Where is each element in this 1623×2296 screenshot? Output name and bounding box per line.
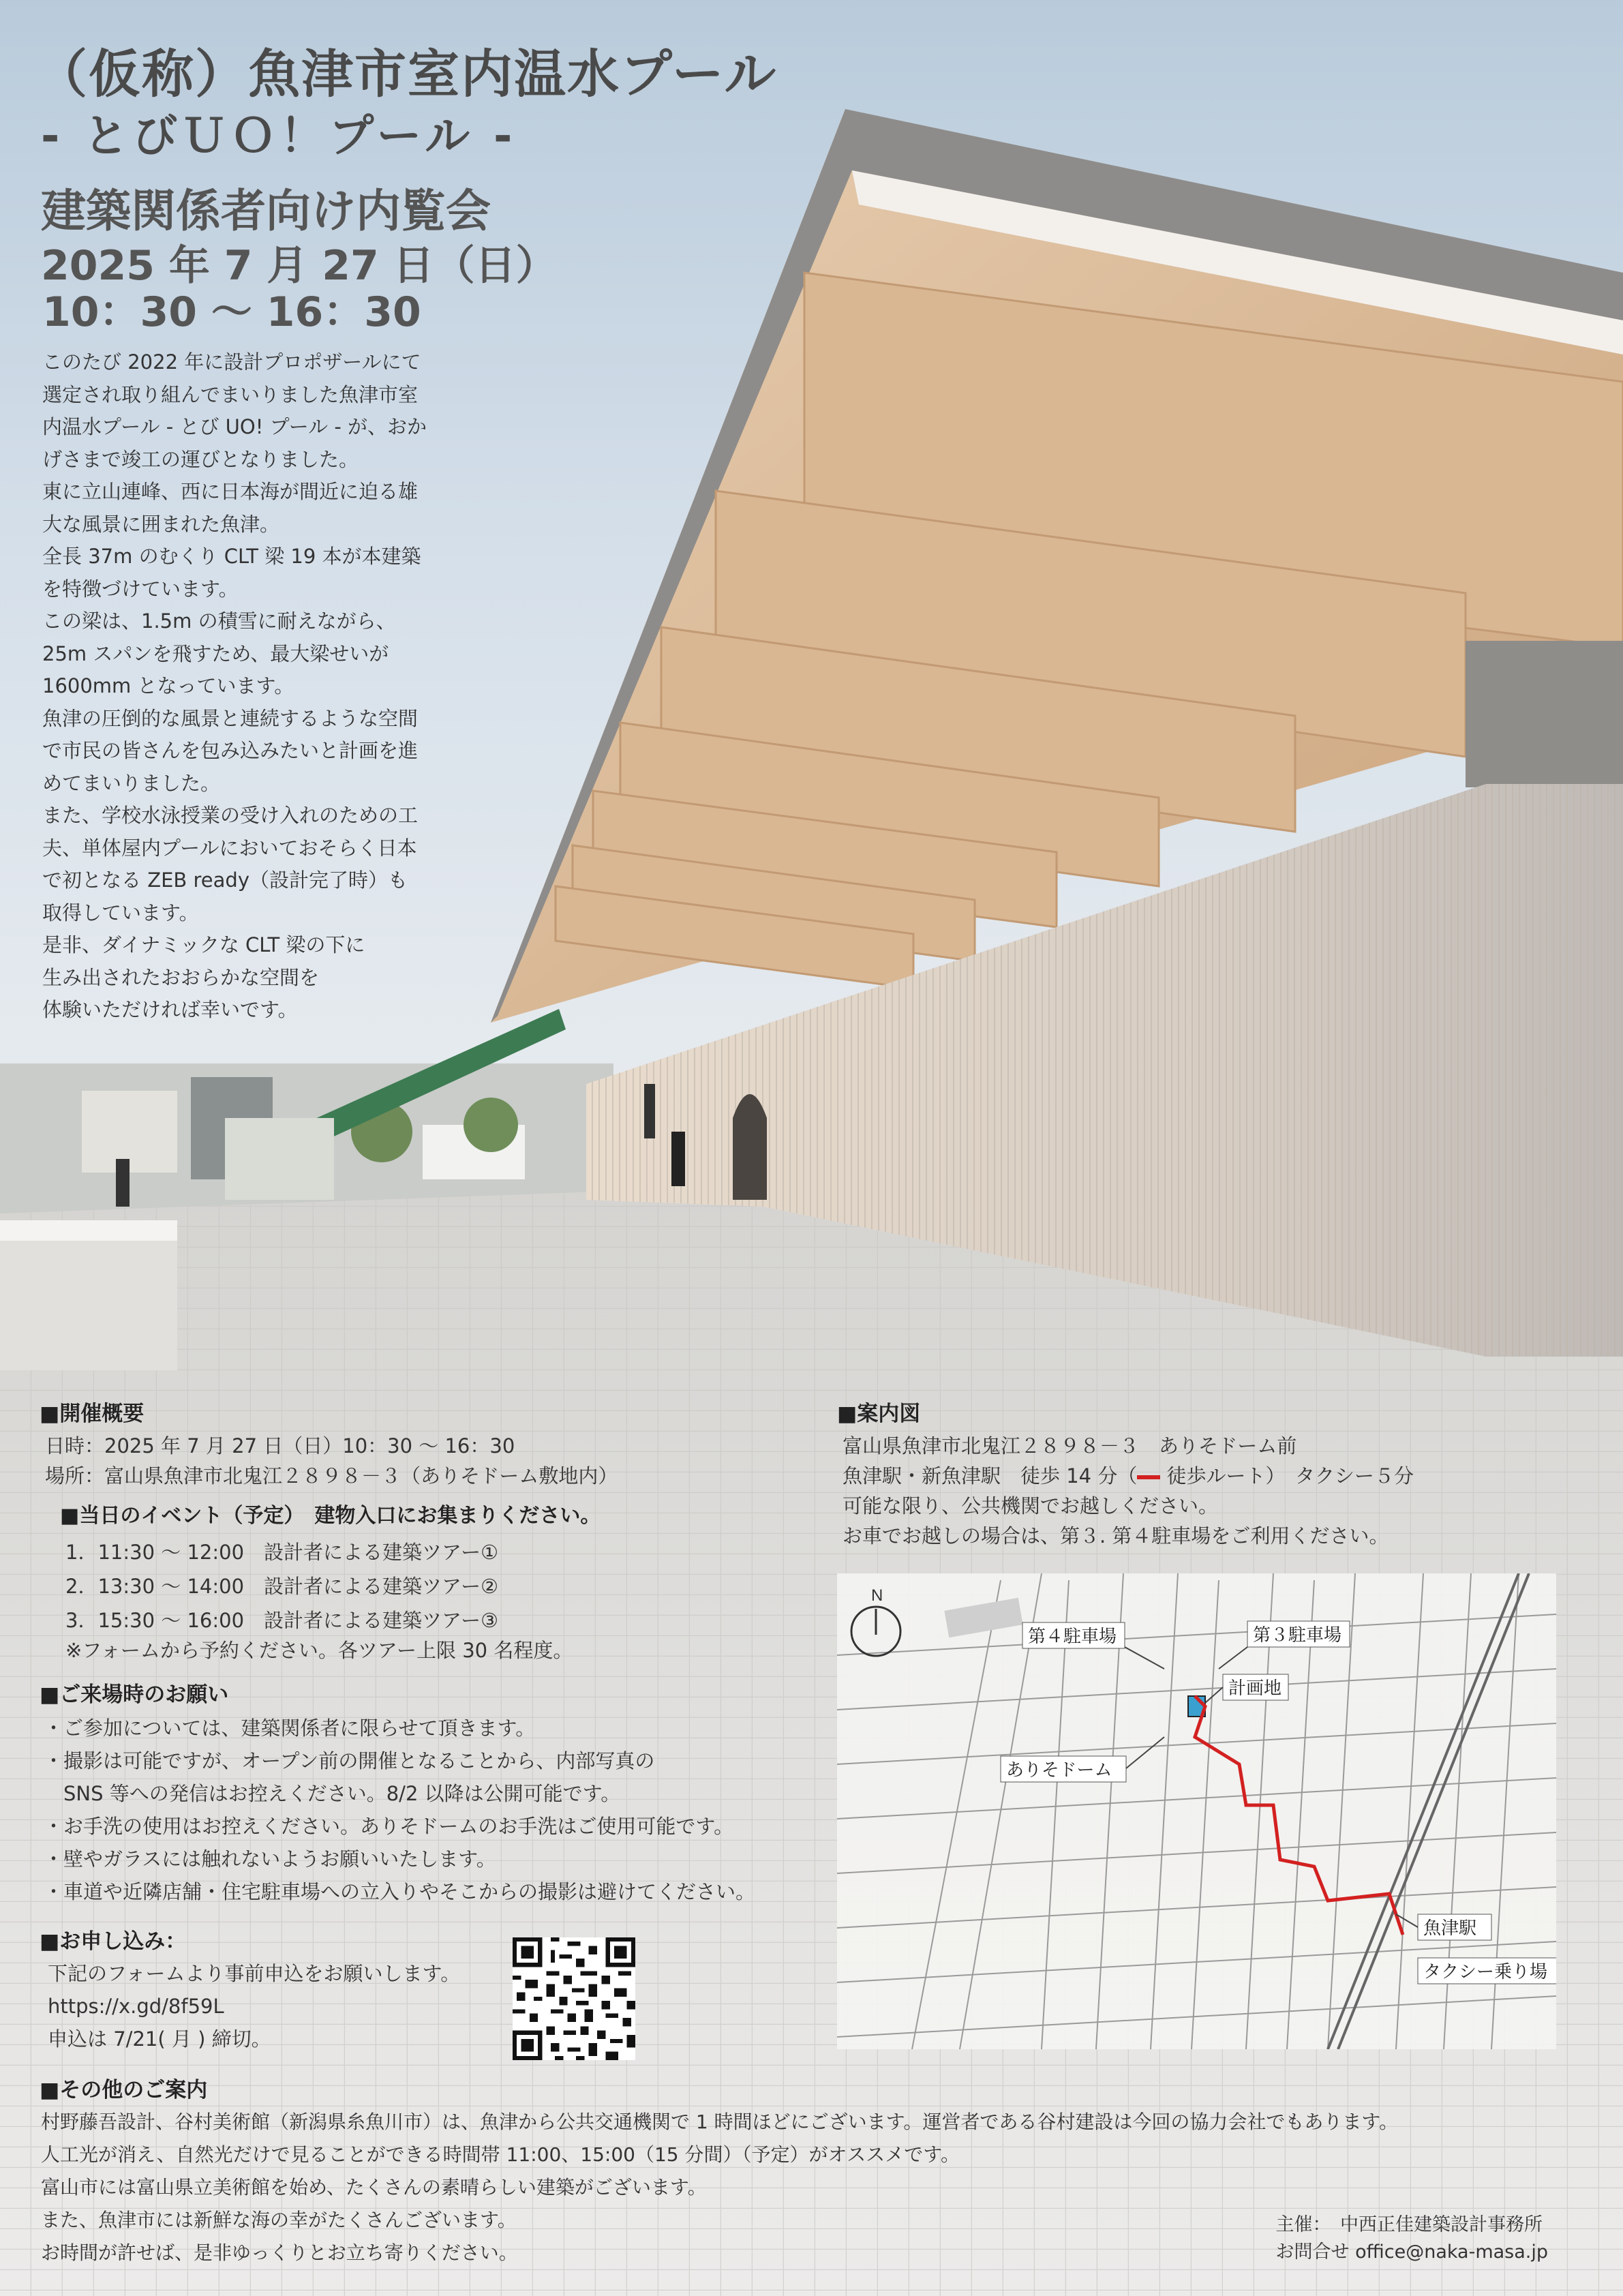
intro-line: 夫、単体屋内プールにおいておそらく日本: [42, 836, 417, 860]
event-time: 10：30 〜 16：30: [42, 288, 421, 336]
access-heading: ■案内図: [837, 1402, 921, 1426]
map-label-parking3: 第３駐車場: [1253, 1625, 1342, 1646]
qr-code[interactable]: [513, 1937, 635, 2060]
request-item: ・ご参加については、建築関係者に限らせて頂きます。: [44, 1717, 536, 1740]
access-walk: [843, 1460, 1414, 1492]
overview-date: 日時：2025 年 7 月 27 日（日）10：30 〜 16：30: [45, 1434, 515, 1457]
apply-deadline: 申込は 7/21( 月 ) 締切。: [48, 2027, 271, 2051]
access-address: 富山県魚津市北鬼江２８９８－３ ありそドーム前: [843, 1434, 1297, 1457]
north-label: N: [871, 1586, 883, 1605]
map-label-taxi: タクシー乗り場: [1423, 1962, 1548, 1982]
intro-line: この梁は、1.5m の積雪に耐えながら、: [42, 609, 396, 633]
overview-place: 場所：富山県魚津市北鬼江２８９８－３（ありそドーム敷地内）: [45, 1464, 618, 1487]
other-line: お時間が許せば、是非ゆっくりとお立ち寄りください。: [41, 2241, 518, 2264]
requests-heading: ■ご来場時のお願い: [40, 1682, 229, 1707]
access-walk-suffix: 徒歩ルート） タクシー５分: [1160, 1464, 1414, 1487]
intro-line: 25m スパンを飛すため、最大梁せいが: [42, 641, 389, 665]
events-note: ※フォームから予約ください。各ツアー上限 30 名程度。: [65, 1639, 573, 1662]
access-public: 可能な限り、公共機関でお越しください。: [843, 1494, 1219, 1517]
event-item: 1．11:30 〜 12:00 設計者による建築ツアー①: [65, 1541, 499, 1564]
access-car: お車でお越しの場合は、第３. 第４駐車場をご利用ください。: [843, 1524, 1389, 1547]
footer: [1276, 2211, 1548, 2266]
intro-line: 1600mm となっています。: [42, 674, 294, 697]
map-label-parking4: 第４駐車場: [1028, 1627, 1117, 1647]
request-item: ・車道や近隣店舗・住宅駐車場への立入りやそこからの撮影は避けてください。: [44, 1880, 756, 1903]
intro-line: 内温水プール - とび UO! プール - が、おか: [42, 415, 427, 438]
intro-line: めてまいりました。: [42, 771, 221, 795]
intro-line: げさまで竣工の運びとなりました。: [42, 447, 359, 471]
event-item: 2．13:30 〜 14:00 設計者による建築ツアー②: [65, 1575, 499, 1598]
other-heading: ■その他のご案内: [40, 2078, 208, 2102]
events-heading: ■当日のイベント（予定） 建物入口にお集まりください。: [60, 1504, 601, 1528]
intro-line: を特徴づけています。: [42, 577, 239, 601]
intro-line: 取得しています。: [42, 901, 199, 924]
intro-line: 全長 37m のむくり CLT 梁 19 本が本建築: [42, 545, 421, 568]
overview-heading: ■開催概要: [40, 1402, 145, 1426]
apply-url[interactable]: https://x.gd/8f59L: [48, 1995, 224, 2018]
request-item: SNS 等への発信はお控えください。8/2 以降は公開可能です。: [44, 1782, 621, 1805]
route-legend-icon: [1137, 1475, 1160, 1479]
other-line: また、魚津市には新鮮な海の幸がたくさんございます。: [41, 2209, 517, 2231]
request-item: ・お手洗の使用はお控えください。ありそドームのお手洗はご使用可能です。: [44, 1815, 734, 1838]
intro-line: 是非、ダイナミックな CLT 梁の下に: [42, 933, 365, 956]
other-line: 富山市には富山県立美術館を始め、たくさんの素晴らしい建築がございます。: [41, 2176, 707, 2199]
intro-line: 生み出されたおおらかな空間を: [42, 965, 320, 989]
event-date: 2025 年 7 月 27 日（日）: [41, 242, 557, 290]
intro-line: 体験いただければ幸いです。: [42, 998, 298, 1021]
intro-line: で市民の皆さんを包み込みたいと計画を進: [42, 739, 419, 762]
intro-line: 選定され取り組んでまいりました魚津市室: [42, 382, 419, 406]
intro-line: で初となる ZEB ready（設計完了時）も: [42, 868, 408, 892]
other-line: 村野藤吾設計、谷村美術館（新潟県糸魚川市）は、魚津から公共交通機関で 1 時間ほどにございます。運営者である谷村建設は今回の協力会社でもあります。: [41, 2111, 1399, 2133]
other-line: 人工光が消え、自然光だけで見ることができる時間帯 11:00、15:00（15 分間）（予定）がオススメです。: [41, 2143, 960, 2166]
map-label-dome: ありそドーム: [1006, 1760, 1112, 1781]
request-item: ・撮影は可能ですが、オープン前の開催となることから、内部写真の: [44, 1749, 655, 1772]
map-label-site: 計画地: [1228, 1678, 1282, 1699]
contact-email[interactable]: お問合せ office@naka-masa.jp: [1275, 2241, 1548, 2263]
event-subtitle: 建築関係者向け内覧会: [41, 185, 491, 237]
intro-line: 大な風景に囲まれた魚津。: [42, 512, 280, 536]
event-title: （仮称）魚津市室内温水プール: [35, 44, 778, 104]
event-item: 3．15:30 〜 16:00 設計者による建築ツアー③: [65, 1609, 499, 1632]
organizer: 主催： 中西正佳建築設計事務所: [1275, 2214, 1543, 2235]
access-map: [837, 1573, 1556, 2049]
apply-text: 下記のフォームより事前申込をお願いします。: [48, 1962, 461, 1985]
map-label-station: 魚津駅: [1423, 1918, 1477, 1939]
intro-line: このたび 2022 年に設計プロポザールにて: [42, 350, 421, 374]
access-walk-prefix: 魚津駅・新魚津駅 徒歩 14 分（: [843, 1464, 1138, 1487]
intro-line: 東に立山連峰、西に日本海が間近に迫る雄: [42, 480, 419, 503]
intro-line: 魚津の圧倒的な風景と連続するような空間: [42, 706, 419, 730]
intro-text: [42, 346, 479, 1027]
event-nickname: - とびＵＯ！プール -: [41, 110, 517, 162]
apply-heading: ■お申し込み：: [40, 1929, 187, 1954]
intro-line: また、学校水泳授業の受け入れのための工: [42, 804, 419, 827]
request-item: ・壁やガラスには触れないようお願いいたします。: [44, 1847, 496, 1871]
